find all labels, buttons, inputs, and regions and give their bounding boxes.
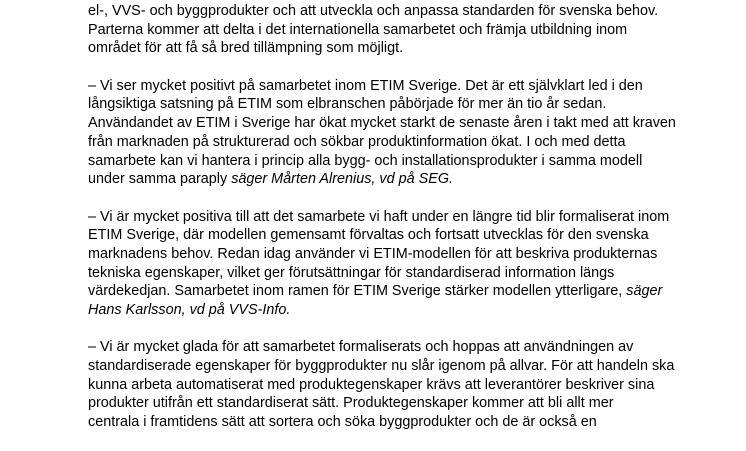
text-line	[88, 357, 688, 376]
body-text: långsiktiga satsning på ETIM som elbranschen påbörjade för mer än tio år sedan.	[88, 96, 607, 113]
text-line	[88, 152, 688, 171]
body-text: standardiserade egenskaper för byggprodukter nu slår igenom på allvar. För att handeln ska	[88, 358, 675, 375]
body-text: under samma paraply	[88, 171, 232, 188]
attribution-text: säger Mårten Alrenius, vd på SEG.	[231, 171, 454, 188]
text-line	[88, 133, 688, 152]
text-line	[88, 338, 688, 357]
body-text: centrala i framtidens sätt att sortera och söka byggprodukter och de är också en	[88, 414, 597, 431]
text-line	[88, 376, 688, 395]
text-line	[88, 413, 688, 432]
text-line	[88, 394, 688, 413]
paragraph-2	[88, 77, 688, 189]
text-line	[88, 282, 688, 301]
text-line	[88, 170, 688, 189]
text-line	[88, 21, 688, 40]
text-line	[88, 39, 688, 58]
attribution-text: säger	[626, 283, 663, 300]
body-text: – Vi ser mycket positivt på samarbetet inom ETIM Sverige. Det är ett självklart led i den	[88, 77, 643, 94]
paragraph-4	[88, 338, 688, 431]
text-line	[88, 301, 688, 320]
text-line	[88, 95, 688, 114]
text-line	[88, 264, 688, 283]
text-line	[88, 114, 688, 133]
text-line	[88, 245, 688, 264]
body-text: – Vi är mycket glada för att samarbetet formaliserats och hoppas att användningen av	[88, 339, 634, 356]
body-text: kunna arbeta automatiserat med produktegenskaper krävs att leverantörer beskriver sina	[88, 376, 655, 393]
body-text: Användandet av ETIM i Sverige har ökat mycket starkt de senaste åren i takt med att kraven	[88, 115, 676, 132]
paragraph-3	[88, 208, 688, 320]
paragraph-1	[88, 2, 688, 58]
body-text: ETIM Sverige, där modellen gemensamt förvaltas och fortsatt utvecklas för den svenska	[88, 227, 649, 244]
body-text: tekniska egenskaper, vilket ger förutsättningar för standardiserad information längs	[88, 264, 615, 281]
document-body	[88, 2, 688, 451]
body-text: området för att få så bred tillämpning som möjligt.	[88, 40, 404, 57]
body-text: – Vi är mycket positiva till att det samarbete vi haft under en längre tid blir formaliserat inom	[88, 208, 670, 225]
text-line	[88, 77, 688, 96]
body-text: el-, VVS- och byggprodukter och att utveckla och anpassa standarden för svenska behov.	[88, 3, 659, 19]
text-line	[88, 2, 688, 21]
body-text: marknadens behov. Redan idag använder vi ETIM-modellen för att beskriva produkternas	[88, 245, 658, 262]
body-text: värdekedjan. Samarbetet inom ramen för ETIM Sverige stärker modellen ytterligare,	[88, 283, 627, 300]
attribution-text: Hans Karlsson, vd på VVS-Info.	[88, 302, 291, 318]
body-text: produkter utifrån ett standardiserat sätt. Produktegenskaper kommer att bli allt mer	[88, 395, 614, 412]
text-line	[88, 226, 688, 245]
body-text: från marknaden på strukturerad och sökbar produktinformation ökat. I och med detta	[88, 133, 626, 150]
text-line	[88, 208, 688, 227]
body-text: samarbete kan vi hantera i princip alla bygg- och installationsprodukter i samma modell	[88, 152, 643, 169]
body-text: Parterna kommer att delta i det internationella samarbetet och främja utbildning inom	[88, 21, 628, 38]
